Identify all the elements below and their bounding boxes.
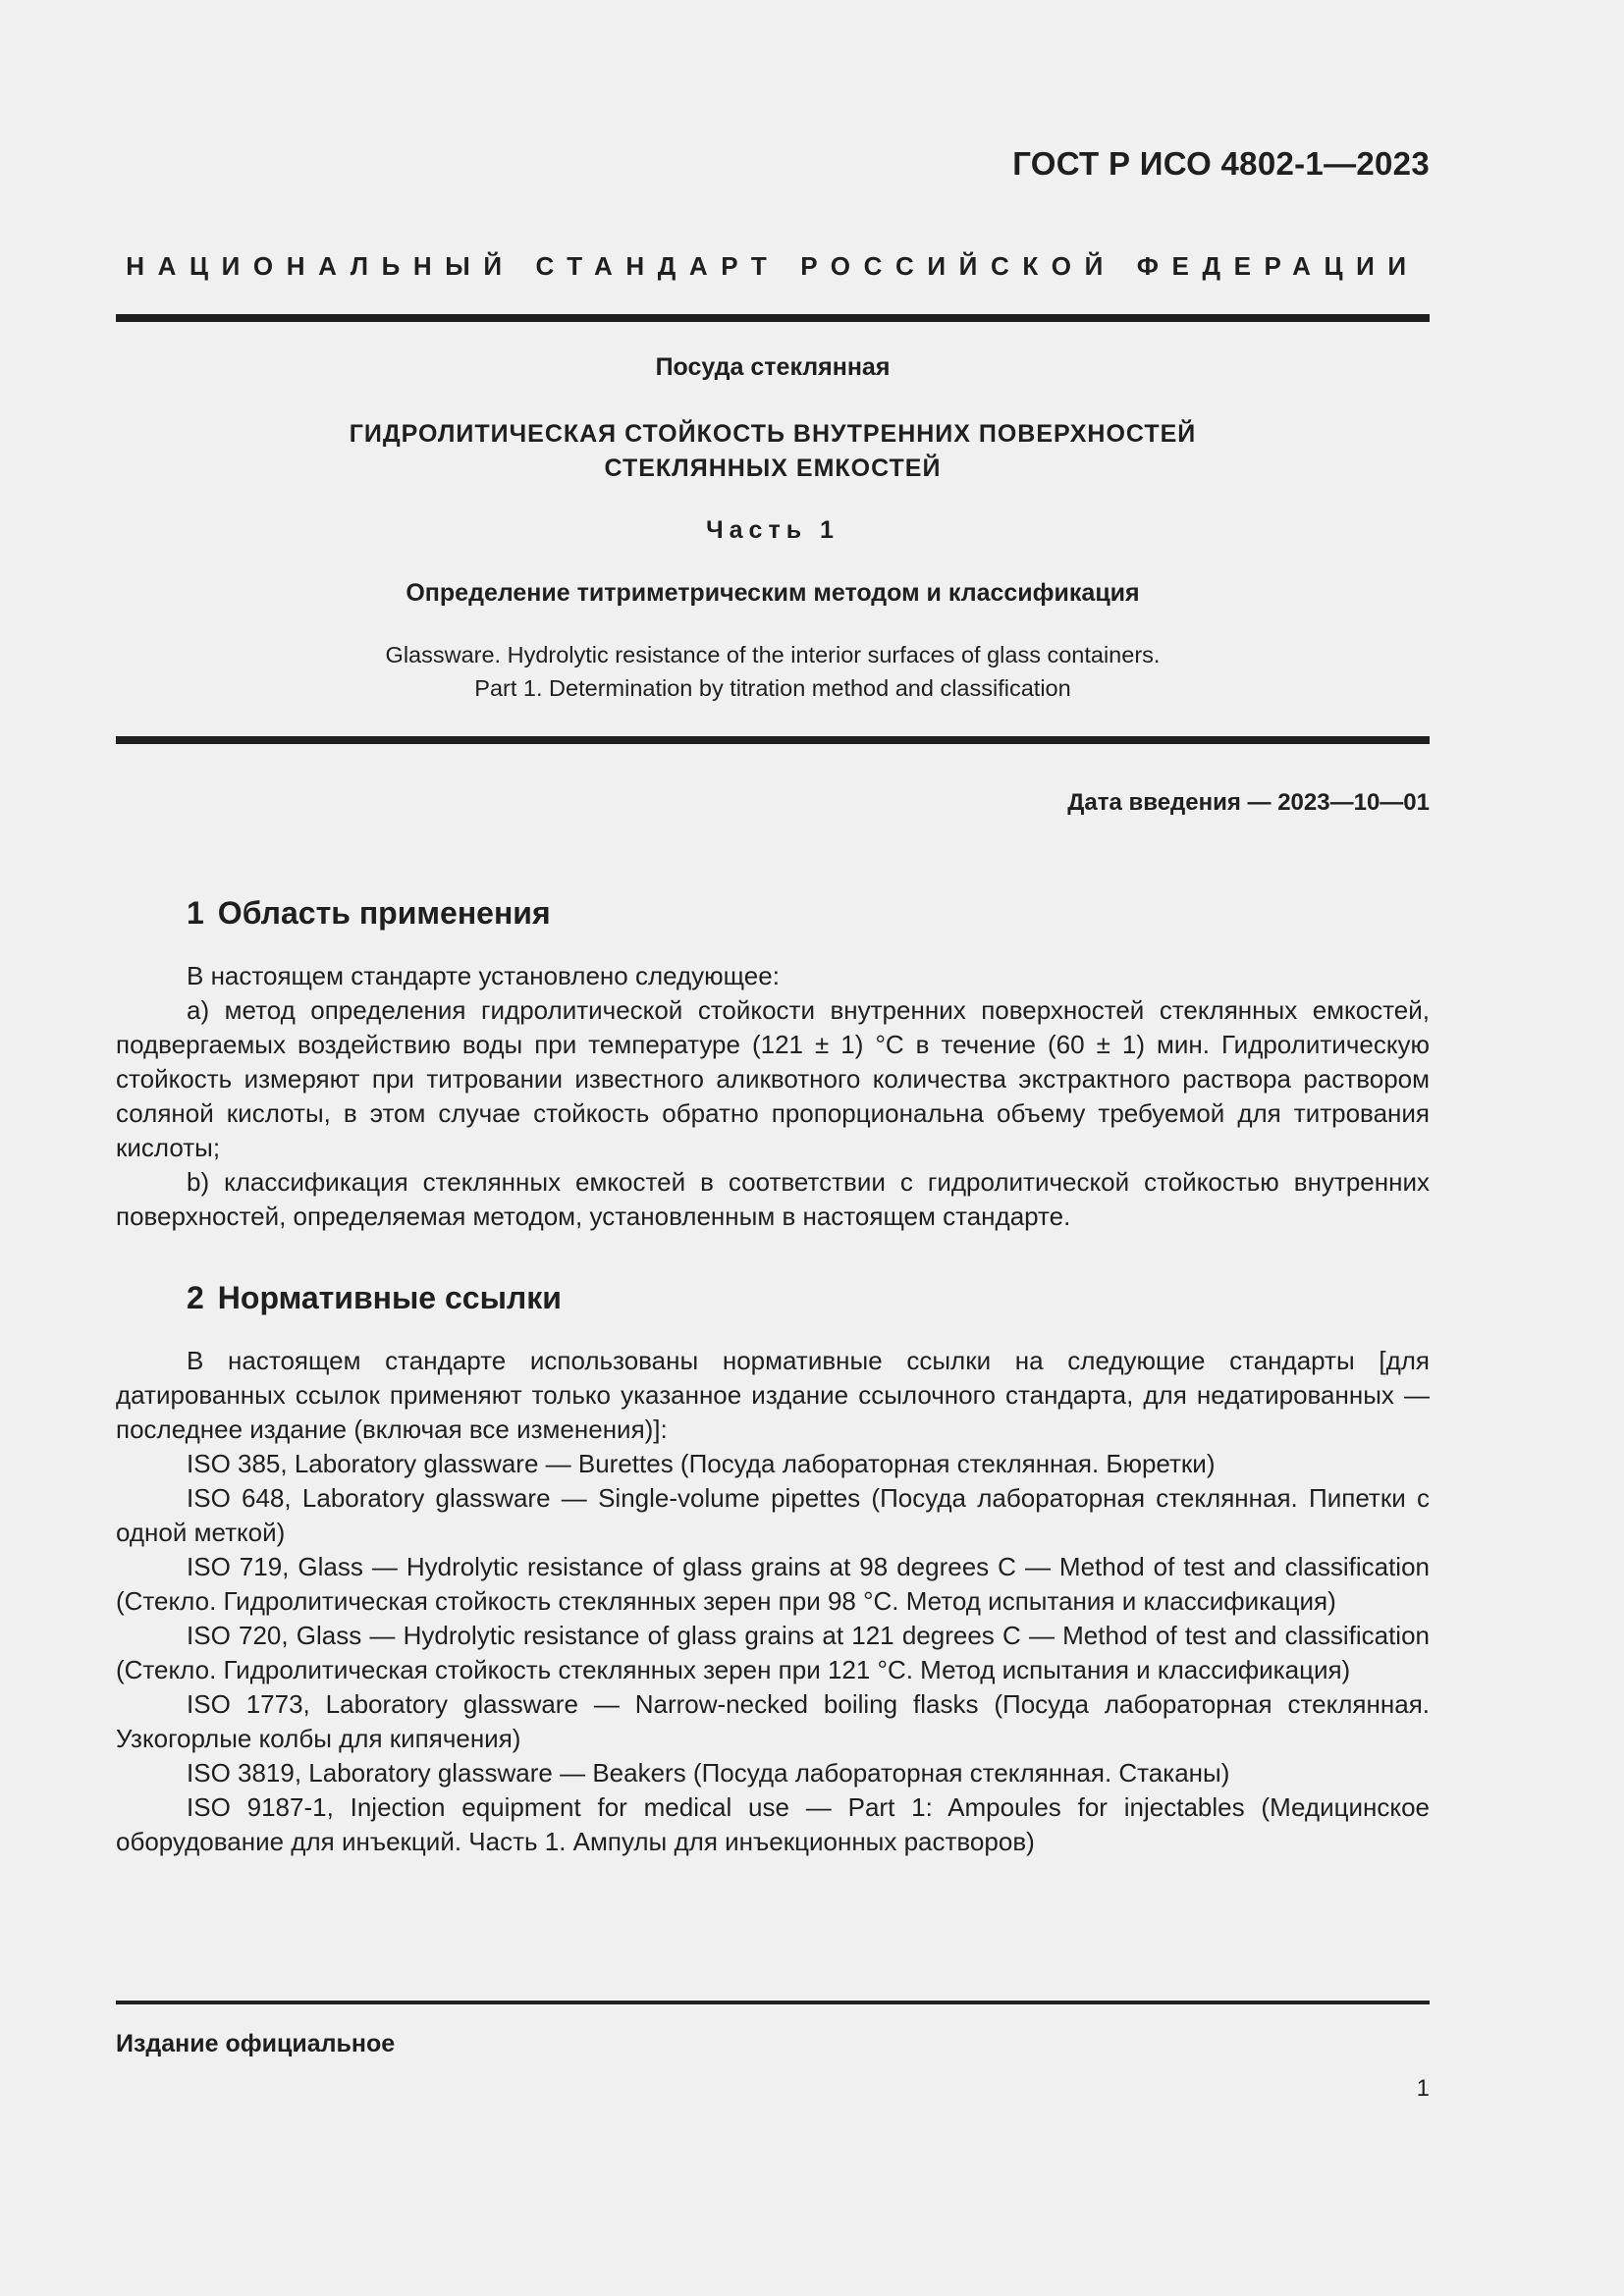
paragraph: a) метод определения гидролитической стойкости внутренних поверхностей стеклянных емкостей, подвергаемых воздействию воды при температуре (121 ± 1) °C в течение (60 ± 1) мин. Гидролитическую стойкость измеряют при титровании известного аликвотного количества экстрактного раствора раствором соляной кислоты, в этом случае стойкость обратно пропорциональна объему требуемой для титрования кислоты; bbox=[116, 995, 1430, 1162]
reference-item: ISO 648, Laboratory glassware — Single-volume pipettes (Посуда лабораторная стеклянная. Пипетки с одной меткой) bbox=[116, 1483, 1430, 1547]
title-determination: Определение титриметрическим методом и классификация bbox=[406, 579, 1140, 607]
section-number: 2 bbox=[187, 1280, 204, 1315]
title-main-line2: СТЕКЛЯННЫХ ЕМКОСТЕЙ bbox=[604, 454, 942, 482]
title-subject: Посуда стеклянная bbox=[655, 353, 891, 381]
section-heading-scope bbox=[187, 895, 551, 932]
page-number: 1 bbox=[1416, 2075, 1430, 2102]
reference-item: ISO 9187-1, Injection equipment for medical use — Part 1: Ampoules for injectables (Медицинское оборудование для инъекций. Часть 1. Ампулы для инъекционных растворов) bbox=[116, 1792, 1430, 1856]
section-heading-normative-references bbox=[187, 1280, 562, 1316]
section-body-normative-references bbox=[116, 1344, 1430, 1859]
section-title: Область применения bbox=[217, 895, 551, 931]
title-main bbox=[116, 417, 1430, 486]
paragraph: В настоящем стандарте использованы нормативные ссылки на следующие стандарты [для датированных ссылок применяют только указанное издание ссылочного стандарта, для недатированных — последнее издание (включая все изменения)]: bbox=[116, 1346, 1430, 1444]
reference-item: ISO 720, Glass — Hydrolytic resistance of glass grains at 121 degrees C — Method of test and classification (Стекло. Гидролитическая стойкость стеклянных зерен при 121 °C. Метод испытания и классификация) bbox=[116, 1621, 1430, 1684]
section-body-scope bbox=[116, 959, 1430, 1234]
document-page bbox=[116, 0, 1430, 2296]
section-number: 1 bbox=[187, 895, 204, 931]
title-english-line1: Glassware. Hydrolytic resistance of the interior surfaces of glass containers. bbox=[385, 642, 1161, 667]
footer-divider bbox=[116, 2001, 1430, 2004]
national-standard-heading: НАЦИОНАЛЬНЫЙ СТАНДАРТ РОССИЙСКОЙ ФЕДЕРАЦИИ bbox=[126, 251, 1420, 281]
official-edition-label: Издание официальное bbox=[116, 2030, 396, 2057]
reference-item: ISO 385, Laboratory glassware — Burettes (Посуда лабораторная стеклянная. Бюретки) bbox=[187, 1449, 1216, 1478]
paragraph: В настоящем стандарте установлено следующее: bbox=[187, 961, 780, 990]
section-title: Нормативные ссылки bbox=[217, 1280, 562, 1315]
top-divider bbox=[116, 314, 1430, 322]
introduction-date: Дата введения — 2023—10—01 bbox=[1067, 789, 1430, 816]
paragraph: b) классификация стеклянных емкостей в соответствии с гидролитической стойкостью внутренних поверхностей, определяемая методом, установленным в настоящем стандарте. bbox=[116, 1167, 1430, 1231]
standard-number: ГОСТ Р ИСО 4802-1—2023 bbox=[1012, 145, 1430, 182]
reference-item: ISO 719, Glass — Hydrolytic resistance of glass grains at 98 degrees C — Method of test and classification (Стекло. Гидролитическая стойкость стеклянных зерен при 98 °C. Метод испытания и классификация) bbox=[116, 1552, 1430, 1616]
reference-item: ISO 1773, Laboratory glassware — Narrow-necked boiling flasks (Посуда лабораторная стеклянная. Узкогорлые колбы для кипячения) bbox=[116, 1689, 1430, 1753]
title-english-line2: Part 1. Determination by titration method and classification bbox=[474, 675, 1071, 701]
title-main-line1: ГИДРОЛИТИЧЕСКАЯ СТОЙКОСТЬ ВНУТРЕННИХ ПОВЕРХНОСТЕЙ bbox=[349, 420, 1197, 448]
title-divider bbox=[116, 736, 1430, 744]
title-english bbox=[116, 638, 1430, 705]
reference-item: ISO 3819, Laboratory glassware — Beakers (Посуда лабораторная стеклянная. Стаканы) bbox=[187, 1758, 1230, 1788]
title-part: Часть 1 bbox=[706, 516, 839, 544]
